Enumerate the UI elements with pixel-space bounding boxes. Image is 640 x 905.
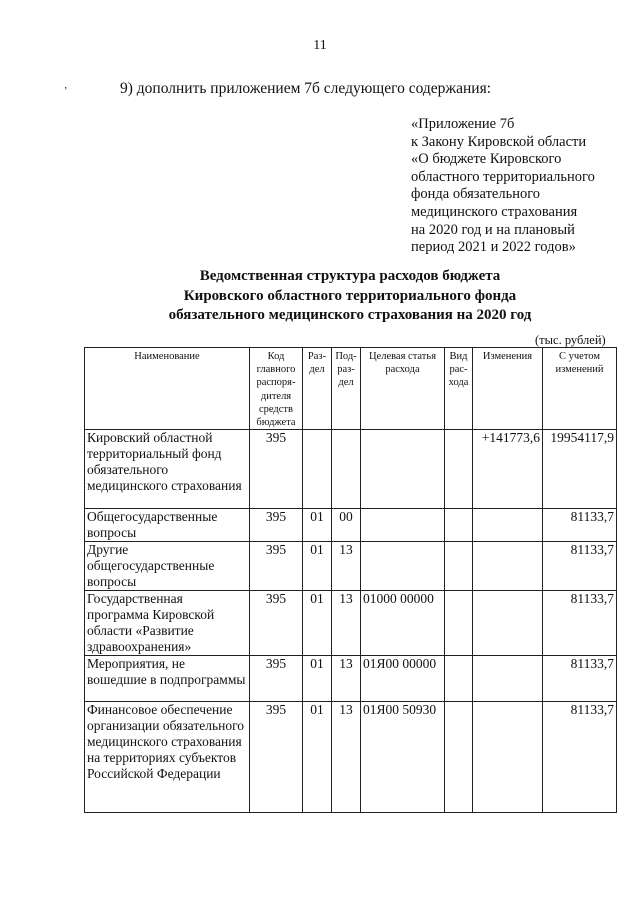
cell-subsection: 13 xyxy=(332,542,361,591)
cell-name: Другие общегосударственные вопросы xyxy=(85,542,250,591)
cell-total: 81133,7 xyxy=(543,542,617,591)
table-header-row xyxy=(85,348,617,430)
cell-name: Кировский областной территориальный фонд обязательного медицинского страхования xyxy=(85,430,250,509)
header-changes: Изменения xyxy=(473,348,543,430)
cell-target: 01Я00 50930 xyxy=(361,702,445,813)
table-row xyxy=(85,656,617,702)
cell-total: 19954117,9 xyxy=(543,430,617,509)
appendix-line: на 2020 год и на плановый xyxy=(411,221,575,238)
appendix-line: областного территориального xyxy=(411,168,595,185)
cell-code: 395 xyxy=(250,430,303,509)
cell-section: 01 xyxy=(303,591,332,656)
margin-mark: ’ xyxy=(64,86,68,97)
cell-total: 81133,7 xyxy=(543,509,617,542)
cell-subsection xyxy=(332,430,361,509)
cell-target: 01000 00000 xyxy=(361,591,445,656)
header-total: С учетом изменений xyxy=(543,348,617,430)
table-row xyxy=(85,542,617,591)
cell-section: 01 xyxy=(303,542,332,591)
cell-changes xyxy=(473,591,543,656)
table-row xyxy=(85,509,617,542)
cell-code: 395 xyxy=(250,509,303,542)
cell-name: Мероприятия, не вошедшие в подпрограммы xyxy=(85,656,250,702)
header-code: Код главного распоря-дителя средств бюджета xyxy=(250,348,303,430)
cell-section: 01 xyxy=(303,702,332,813)
cell-subsection: 13 xyxy=(332,591,361,656)
cell-type xyxy=(445,430,473,509)
cell-total: 81133,7 xyxy=(543,702,617,813)
title-line: Кировского областного территориального фонда xyxy=(183,287,517,304)
cell-subsection: 13 xyxy=(332,656,361,702)
cell-code: 395 xyxy=(250,656,303,702)
cell-changes: +141773,6 xyxy=(473,430,543,509)
cell-section: 01 xyxy=(303,509,332,542)
appendix-header xyxy=(411,116,595,257)
header-subsection: Под-раз-дел xyxy=(332,348,361,430)
appendix-line: «О бюджете Кировского xyxy=(411,151,562,168)
appendix-line: период 2021 и 2022 годов» xyxy=(411,239,576,256)
cell-type xyxy=(445,509,473,542)
table-row xyxy=(85,702,617,813)
cell-total: 81133,7 xyxy=(543,656,617,702)
cell-code: 395 xyxy=(250,542,303,591)
cell-changes xyxy=(473,509,543,542)
unit-note: (тыс. рублей) xyxy=(535,333,606,347)
cell-type xyxy=(445,702,473,813)
amendment-item-text: 9) дополнить приложением 7б следующего содержания: xyxy=(120,80,492,97)
appendix-line: медицинского страхования xyxy=(411,203,578,220)
appendix-line: к Закону Кировской области xyxy=(411,133,587,150)
cell-name: Государственная программа Кировской области «Развитие здравоохранения» xyxy=(85,591,250,656)
title-line: Ведомственная структура расходов бюджета xyxy=(199,268,501,284)
cell-changes xyxy=(473,542,543,591)
cell-type xyxy=(445,591,473,656)
cell-subsection: 13 xyxy=(332,702,361,813)
cell-target xyxy=(361,509,445,542)
title-line: обязательного медицинского страхования на 2020 год xyxy=(168,307,532,323)
cell-target xyxy=(361,430,445,509)
cell-type xyxy=(445,656,473,702)
document-title xyxy=(140,267,560,326)
cell-name: Общегосударственные вопросы xyxy=(85,509,250,542)
table-row xyxy=(85,591,617,656)
cell-type xyxy=(445,542,473,591)
budget-table xyxy=(84,347,617,813)
cell-subsection: 00 xyxy=(332,509,361,542)
cell-target: 01Я00 00000 xyxy=(361,656,445,702)
header-target: Целевая статья расхода xyxy=(361,348,445,430)
cell-name: Финансовое обеспечение организации обязательного медицинского страхования на территориях субъектов Российской Федерации xyxy=(85,702,250,813)
cell-changes xyxy=(473,702,543,813)
page-number: 11 xyxy=(313,38,327,53)
header-name: Наименование xyxy=(85,348,250,430)
appendix-line: фонда обязательного xyxy=(411,186,541,203)
cell-total: 81133,7 xyxy=(543,591,617,656)
table-row xyxy=(85,430,617,509)
appendix-line: «Приложение 7б xyxy=(411,116,515,132)
cell-section: 01 xyxy=(303,656,332,702)
cell-code: 395 xyxy=(250,702,303,813)
cell-changes xyxy=(473,656,543,702)
cell-target xyxy=(361,542,445,591)
header-type: Вид рас-хода xyxy=(445,348,473,430)
cell-code: 395 xyxy=(250,591,303,656)
cell-section xyxy=(303,430,332,509)
header-section: Раз-дел xyxy=(303,348,332,430)
